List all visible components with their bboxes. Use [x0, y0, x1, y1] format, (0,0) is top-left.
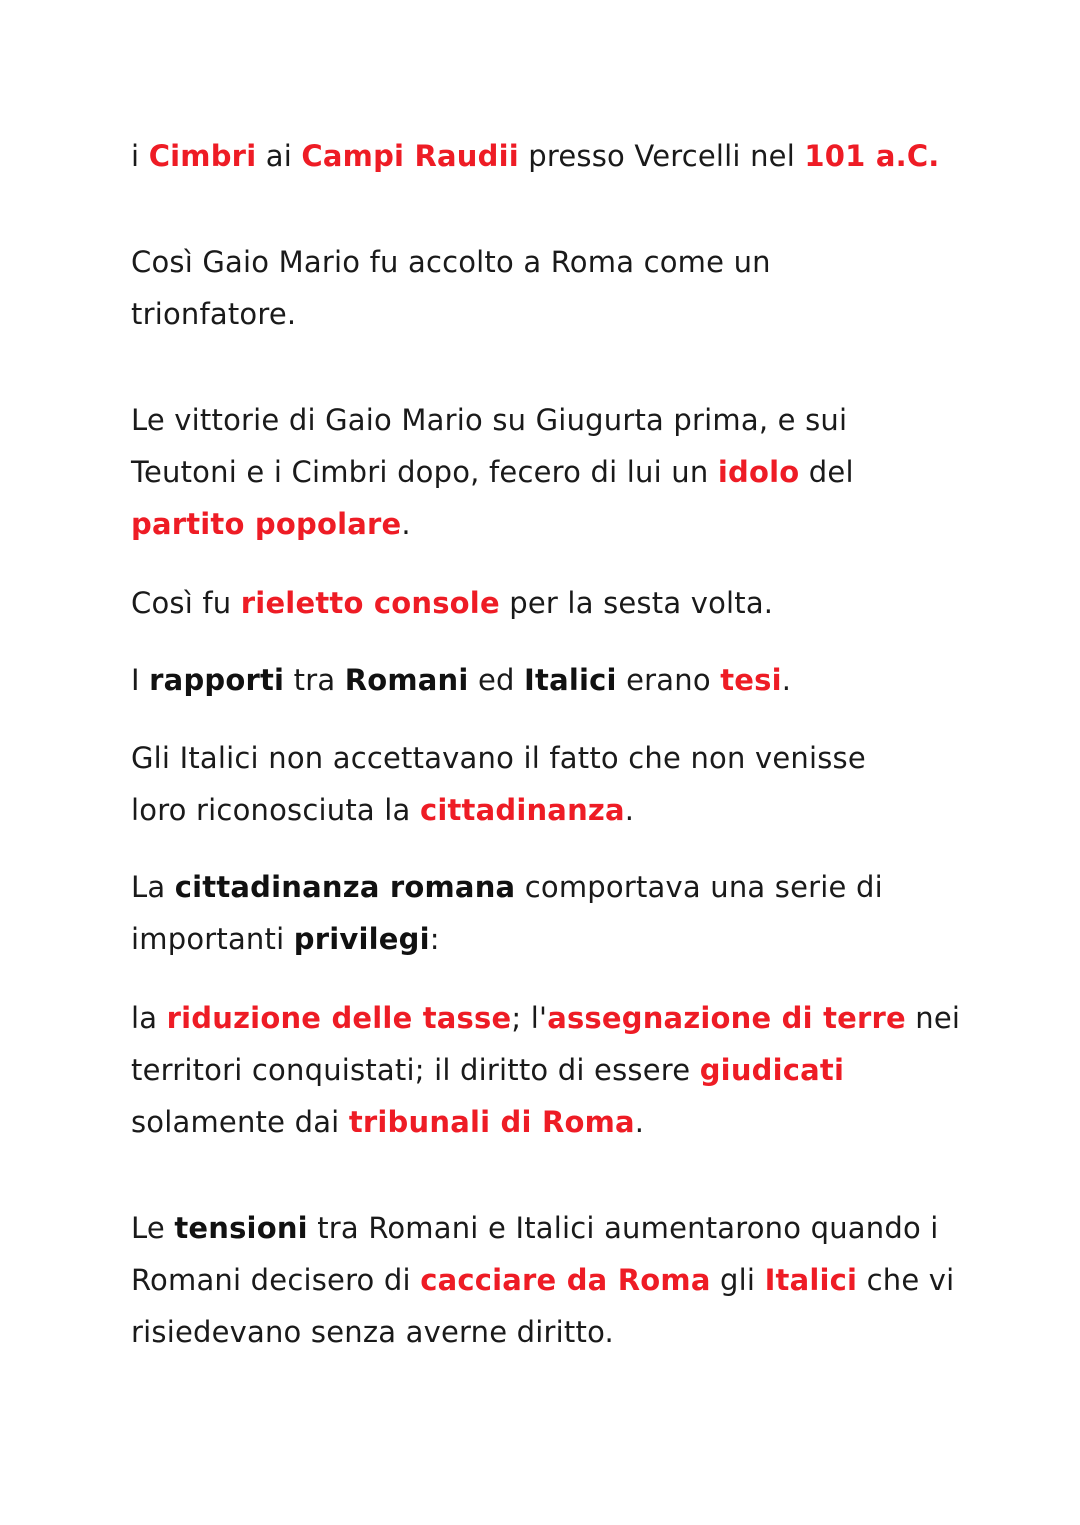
body-text: solamente dai — [131, 1105, 349, 1139]
body-text: ed — [468, 663, 525, 697]
highlight-red-text: tesi — [720, 663, 782, 697]
highlight-red-text: giudicati — [699, 1053, 845, 1087]
body-text: del — [799, 455, 854, 489]
paragraph-5 — [131, 654, 991, 706]
body-text: gli — [710, 1263, 765, 1297]
body-text: . — [781, 663, 792, 697]
body-text: comportava una serie di importanti — [131, 870, 883, 956]
highlight-red-text: tribunali di Roma — [348, 1105, 635, 1139]
body-text: Così Gaio Mario fu accolto a Roma come un trionfatore. — [131, 245, 771, 331]
bold-text: Italici — [524, 663, 617, 697]
body-text: ai — [256, 139, 302, 173]
body-text: Le — [131, 1211, 175, 1245]
body-text: Gli Italici non accettavano il fatto che non venisse loro riconosciuta la — [131, 741, 866, 827]
body-text: La — [131, 870, 175, 904]
body-text: presso Vercelli nel — [518, 139, 805, 173]
highlight-red-text: cittadinanza — [419, 793, 625, 827]
highlight-red-text: partito popolare — [131, 507, 402, 541]
paragraph-2 — [131, 236, 791, 340]
body-text: per la sesta volta. — [499, 586, 774, 620]
bold-text: rapporti — [149, 663, 285, 697]
bold-text: Romani — [344, 663, 469, 697]
body-text: tra — [284, 663, 345, 697]
highlight-red-text: riduzione delle tasse — [166, 1001, 512, 1035]
body-text: I — [131, 663, 150, 697]
body-text: erano — [616, 663, 721, 697]
highlight-red-text: 101 a.C. — [804, 139, 940, 173]
highlight-red-text: Campi Raudii — [301, 139, 519, 173]
highlight-red-text: Italici — [764, 1263, 858, 1297]
paragraph-8 — [131, 992, 961, 1148]
highlight-red-text: idolo — [717, 455, 800, 489]
body-text: . — [624, 793, 635, 827]
highlight-red-text: assegnazione di terre — [547, 1001, 906, 1035]
body-text: la — [131, 1001, 167, 1035]
paragraph-1 — [131, 130, 991, 182]
body-text: nei territori conquistati; il diritto di essere — [131, 1001, 961, 1087]
paragraph-9 — [131, 1202, 961, 1358]
bold-text: cittadinanza romana — [174, 870, 516, 904]
body-text: . — [634, 1105, 645, 1139]
bold-text: tensioni — [174, 1211, 308, 1245]
highlight-red-text: rieletto console — [240, 586, 500, 620]
body-text: tra Romani e Italici aumentarono quando i Romani decisero di — [131, 1211, 939, 1297]
highlight-red-text: Cimbri — [148, 139, 257, 173]
body-text: Così fu — [131, 586, 241, 620]
body-text: . — [401, 507, 411, 541]
body-text: : — [429, 922, 440, 956]
paragraph-3 — [131, 394, 891, 550]
highlight-red-text: cacciare da Roma — [420, 1263, 711, 1297]
paragraph-4 — [131, 577, 991, 629]
bold-text: privilegi — [293, 922, 430, 956]
paragraph-6 — [131, 732, 911, 836]
body-text: i — [131, 139, 149, 173]
paragraph-7 — [131, 861, 891, 965]
body-text: ; l' — [511, 1001, 548, 1035]
body-text: Le vittorie di Gaio Mario su Giugurta prima, e sui Teutoni e i Cimbri dopo, fecero di lui un — [131, 403, 848, 489]
body-text: che vi risiedevano senza averne diritto. — [131, 1263, 955, 1349]
